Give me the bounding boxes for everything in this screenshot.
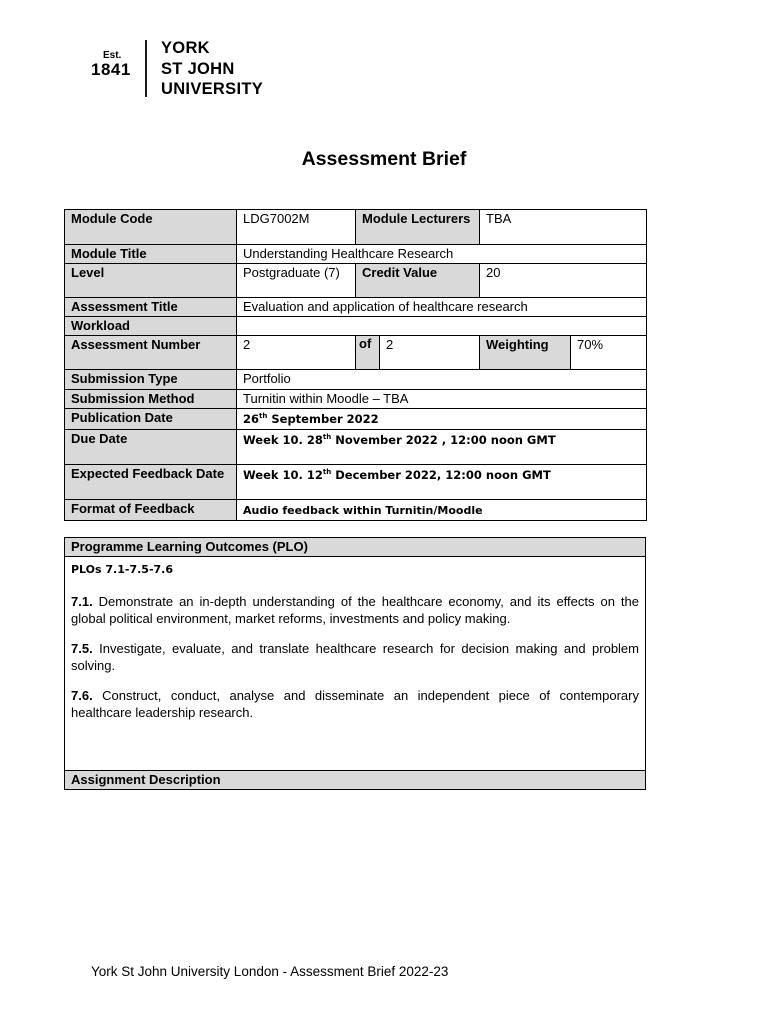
row-publication-date bbox=[65, 409, 647, 430]
value-credit-value: 20 bbox=[480, 264, 647, 298]
row-assignment-header bbox=[65, 771, 646, 790]
row-module-code bbox=[65, 210, 647, 245]
label-of: of bbox=[356, 336, 380, 370]
value-assessment-number: 2 bbox=[237, 336, 356, 370]
logo-university-name bbox=[161, 38, 263, 100]
assignment-description-header: Assignment Description bbox=[65, 771, 646, 790]
label-module-title: Module Title bbox=[65, 245, 237, 264]
page-footer: York St John University London - Assessment Brief 2022-23 bbox=[91, 964, 449, 979]
label-module-lecturers: Module Lecturers bbox=[356, 210, 480, 245]
label-level: Level bbox=[65, 264, 237, 298]
logo-year: 1841 bbox=[91, 60, 131, 79]
logo-line-university: UNIVERSITY bbox=[161, 80, 264, 98]
logo-line-york: YORK bbox=[161, 39, 210, 57]
plo-item-text: Construct, conduct, analyse and disseminate an independent piece of contemporary healthcare leadership research. bbox=[71, 688, 639, 720]
value-due-date bbox=[237, 430, 647, 465]
row-expected-feedback-date bbox=[65, 465, 647, 500]
module-details-table bbox=[64, 209, 647, 521]
plo-item-text: Demonstrate an in-depth understanding of the healthcare economy, and its effects on the global political environment, market reforms, investments and policy making. bbox=[71, 594, 639, 626]
label-assessment-number: Assessment Number bbox=[65, 336, 237, 370]
label-submission-method: Submission Method bbox=[65, 390, 237, 409]
row-workload bbox=[65, 317, 647, 336]
value-publication-date bbox=[237, 409, 647, 430]
logo-line-st-john: ST JOHN bbox=[161, 59, 235, 78]
value-module-title: Understanding Healthcare Research bbox=[237, 245, 647, 264]
row-due-date bbox=[65, 430, 647, 465]
plo-item-7-5 bbox=[71, 640, 639, 674]
value-expected-feedback-date bbox=[237, 465, 647, 500]
label-module-code: Module Code bbox=[65, 210, 237, 245]
label-credit-value: Credit Value bbox=[356, 264, 480, 298]
label-publication-date: Publication Date bbox=[65, 409, 237, 430]
due-date-week-day: Week 10. 28 bbox=[243, 433, 323, 447]
label-format-of-feedback: Format of Feedback bbox=[65, 500, 237, 521]
value-assessment-title: Evaluation and application of healthcare research bbox=[237, 298, 647, 317]
due-date-suffix: th bbox=[322, 433, 332, 442]
plo-body bbox=[65, 557, 646, 771]
row-format-of-feedback bbox=[65, 500, 647, 521]
feedback-date-week-day: Week 10. 12 bbox=[243, 468, 323, 482]
row-assessment-number bbox=[65, 336, 647, 370]
publication-month-year: September 2022 bbox=[267, 412, 379, 426]
plo-summary: PLOs 7.1-7.5-7.6 bbox=[71, 563, 173, 576]
value-format-of-feedback: Audio feedback within Turnitin/Moodle bbox=[237, 500, 647, 521]
value-submission-type: Portfolio bbox=[237, 370, 647, 390]
feedback-date-suffix: th bbox=[322, 468, 332, 477]
label-assessment-title: Assessment Title bbox=[65, 298, 237, 317]
value-of-total: 2 bbox=[380, 336, 480, 370]
value-submission-method: Turnitin within Moodle – TBA bbox=[237, 390, 647, 409]
publication-day-suffix: th bbox=[259, 412, 268, 421]
value-workload bbox=[237, 317, 647, 336]
publication-day: 26 bbox=[243, 412, 260, 426]
label-submission-type: Submission Type bbox=[65, 370, 237, 390]
logo-divider bbox=[145, 40, 147, 97]
plo-item-number: 7.5. bbox=[71, 641, 93, 656]
value-level: Postgraduate (7) bbox=[237, 264, 356, 298]
plo-item-number: 7.6. bbox=[71, 688, 93, 703]
plo-item-7-6 bbox=[71, 687, 639, 721]
plo-header: Programme Learning Outcomes (PLO) bbox=[65, 538, 646, 557]
value-module-lecturers: TBA bbox=[480, 210, 647, 245]
row-submission-method bbox=[65, 390, 647, 409]
value-weighting: 70% bbox=[571, 336, 647, 370]
label-expected-feedback-date: Expected Feedback Date bbox=[65, 465, 237, 500]
feedback-date-rest: December 2022, 12:00 noon GMT bbox=[331, 468, 551, 482]
plo-item-text: Investigate, evaluate, and translate healthcare research for decision making and problem solving. bbox=[71, 641, 639, 673]
row-submission-type bbox=[65, 370, 647, 390]
label-weighting: Weighting bbox=[480, 336, 571, 370]
row-module-title bbox=[65, 245, 647, 264]
label-workload: Workload bbox=[65, 317, 237, 336]
row-level bbox=[65, 264, 647, 298]
page-title: Assessment Brief bbox=[301, 148, 467, 170]
row-plo-header bbox=[65, 538, 646, 557]
logo-est: Est. bbox=[103, 50, 122, 61]
label-due-date: Due Date bbox=[65, 430, 237, 465]
row-assessment-title bbox=[65, 298, 647, 317]
plo-table bbox=[64, 537, 646, 790]
value-module-code: LDG7002M bbox=[237, 210, 356, 245]
row-plo-body bbox=[65, 557, 646, 771]
plo-item-number: 7.1. bbox=[71, 594, 93, 609]
due-date-rest: November 2022 , 12:00 noon GMT bbox=[331, 433, 556, 447]
plo-item-7-1 bbox=[71, 593, 639, 627]
